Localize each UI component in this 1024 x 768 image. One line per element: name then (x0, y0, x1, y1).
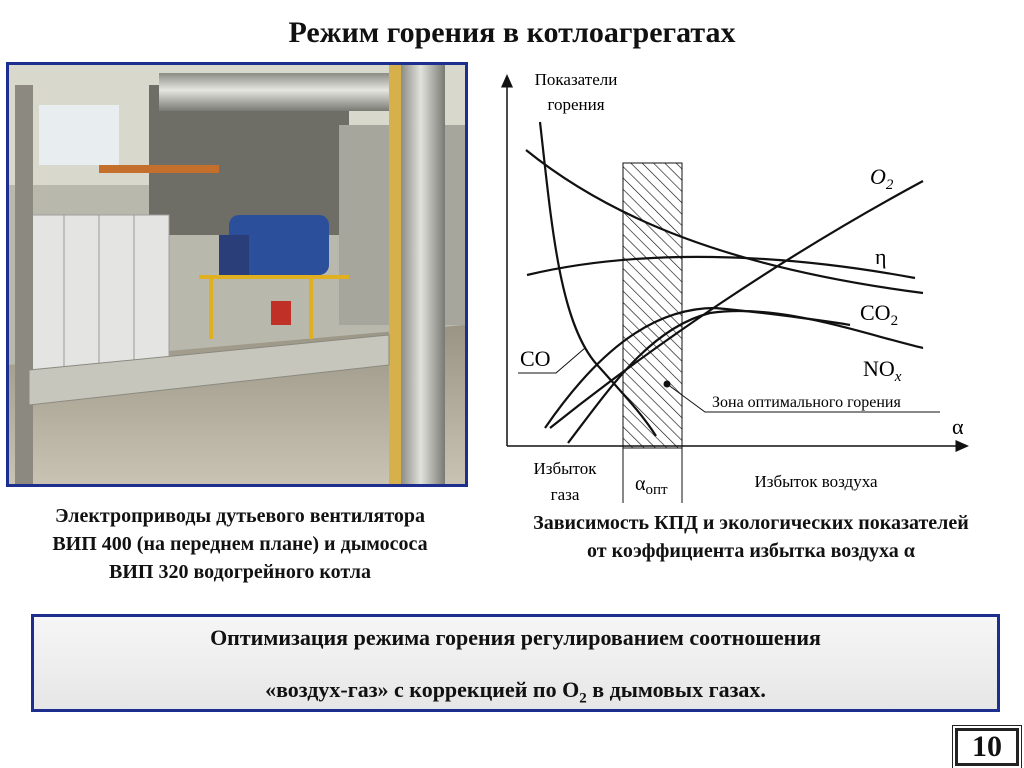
photo-caption (0, 502, 480, 586)
zone-label: Зона оптимального горения (712, 394, 901, 411)
co-label: CO (520, 346, 551, 371)
gas-excess-label-line: Избыток (533, 459, 597, 478)
page-title: Режим горения в котлоагрегатах (288, 16, 736, 49)
page-number: 10 (955, 728, 1019, 766)
alpha-opt-label (635, 473, 668, 498)
photo-caption-line: Электроприводы дутьевого вентилятора (54, 505, 426, 527)
air-excess-label: Избыток воздуха (754, 472, 878, 491)
co2-label-sub: 2 (890, 313, 899, 329)
summary-line-2-end: в дымовых газах. (586, 677, 766, 702)
x-axis-label: α (952, 414, 964, 439)
y-axis-label-line: горения (547, 95, 605, 114)
gas-excess-label-line: газа (550, 485, 580, 504)
diagram-caption (478, 509, 1024, 565)
summary-line-2-start: «воздух-газ» с коррекцией по O (265, 677, 580, 702)
alpha-opt-main: α (635, 473, 646, 495)
upper-declining-curve (526, 150, 923, 293)
summary-box (31, 614, 1000, 712)
nox-label (863, 356, 902, 385)
equipment-photo (6, 62, 468, 487)
photo-caption-line: ВИП 400 (на переднем плане) и дымососа (52, 533, 428, 555)
eta-curve (527, 257, 915, 278)
photo-caption-line: ВИП 320 водогрейного котла (109, 561, 371, 583)
summary-o2-subscript: 2 (579, 690, 587, 707)
eta-label: η (875, 244, 887, 269)
diagram-caption-line: от коэффициента избытка воздуха α (587, 540, 915, 562)
summary-line-1: Оптимизация режима горения регулированием соотношения (210, 625, 821, 650)
diagram-caption-line: Зависимость КПД и экологических показателей (533, 512, 969, 534)
nox-label-sub: x (894, 369, 902, 385)
y-axis-label-line: Показатели (534, 70, 618, 89)
equipment-photo-illustration (9, 65, 465, 484)
o2-label-main: O (870, 164, 886, 189)
summary-line-2 (34, 677, 997, 707)
nox-label-main: NO (863, 356, 895, 381)
co2-label (860, 300, 898, 329)
combustion-diagram (480, 58, 990, 508)
co2-label-main: CO (860, 300, 891, 325)
o2-label (870, 164, 894, 193)
alpha-opt-sub: опт (645, 482, 668, 498)
o2-label-sub: 2 (885, 177, 894, 193)
